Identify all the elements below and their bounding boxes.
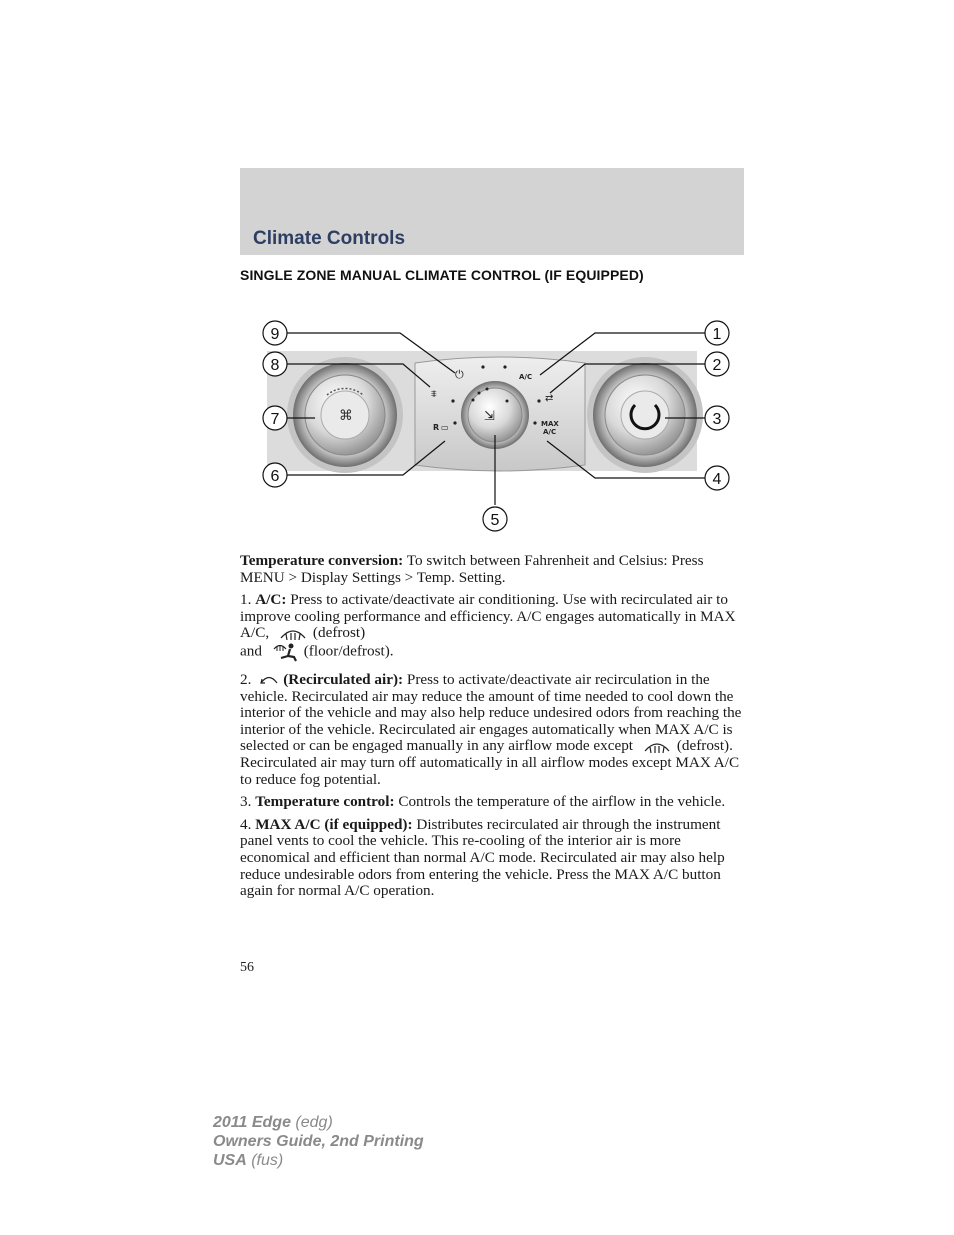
rear-defrost-label: R [433,423,440,432]
section-heading: SINGLE ZONE MANUAL CLIMATE CONTROL (IF EQUIPPED) [240,267,644,283]
page-number: 56 [240,960,254,975]
svg-text:4: 4 [712,471,722,488]
svg-text:5: 5 [490,512,500,529]
defrost-icon: ⩨ [431,389,437,400]
defrost-icon [643,739,671,755]
svg-text:7: 7 [270,411,280,428]
svg-text:3: 3 [712,411,722,428]
footer-line-1: 2011 Edge (edg) [213,1114,333,1131]
climate-control-figure [255,315,735,540]
ac-label: A/C [519,373,533,381]
paragraph-item-4: 4. MAX A/C (if equipped): Distributes recirculated air through the instrument panel vents to cool the vehicle. This re-cooling of the interior air is more economical and efficient than normal A/C mode. Recirculated air may also help reduce undesirable odors from entering the vehicle. Press the MAX A/C button again for normal A/C operation. [240,815,725,900]
max-label: MAX [541,420,559,428]
paragraph-item-1: 1. A/C: Press to activate/deactivate air conditioning. Use with recirculated air to improve cooling performance and efficiency. A/C engages automatically in MAX A/C, (defrost) and (floor/defrost). [240,592,746,662]
page-section-title: Climate Controls [253,228,406,249]
body-text [240,553,746,906]
svg-text:9: 9 [270,326,280,343]
temperature-knob [587,357,703,473]
defrost-icon [279,626,307,642]
svg-text:6: 6 [270,468,280,485]
footer-line-3: USA (fus) [213,1152,284,1169]
svg-text:2: 2 [712,357,722,374]
power-icon: ⏻ [455,368,464,381]
rear-defrost-icon: ▭ [441,423,449,432]
recirculation-icon: ⇄ [545,393,554,404]
max-ac-label: A/C [543,428,557,436]
paragraph-item-3: 3. Temperature control: Controls the temperature of the airflow in the vehicle. [240,793,726,811]
svg-text:1: 1 [712,326,722,343]
fan-speed-knob [287,357,403,473]
airflow-mode-icon: ⇲ [484,409,495,424]
paragraph-item-2: 2. (Recirculated air): Press to activate/deactivate air recirculation in the vehicle. Recirculated air may reduce the amount of time needed to cool down the interior of the vehicle and may also help reduce undesired odors from reaching the interior of the vehicle. Recirculated air engages automatically when MAX A/C is selected or can be engaged manually in any airflow mode except (defrost). Recirculated air may turn off automatically in all airflow modes except MAX A/C to reduce fog potential. [240,670,742,788]
recirculation-icon [259,674,279,686]
paragraph-temperature-conversion: Temperature conversion: To switch between Fahrenheit and Celsius: Press MENU > Display Settings > Temp. Setting. [240,552,704,586]
footer-line-2: Owners Guide, 2nd Printing [213,1133,424,1150]
svg-text:8: 8 [270,357,280,374]
footer [213,1113,424,1170]
fan-icon: ⌘ [339,408,353,424]
floor-defrost-icon [272,642,298,662]
